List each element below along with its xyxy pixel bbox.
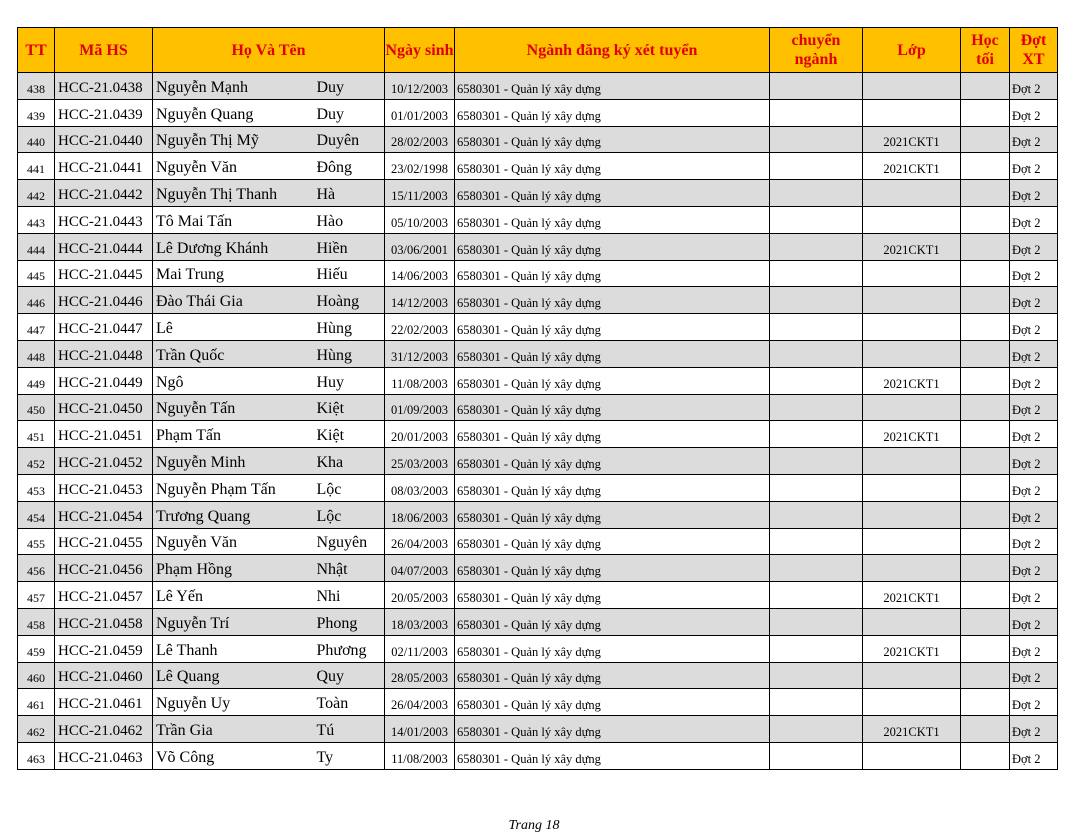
student-id-cell: HCC-21.0444 bbox=[55, 233, 153, 260]
birth-date-cell: 14/12/2003 bbox=[385, 287, 455, 314]
major-cell: 6580301 - Quản lý xây dựng bbox=[455, 314, 770, 341]
row-number-cell: 445 bbox=[18, 260, 55, 287]
row-number-cell: 456 bbox=[18, 555, 55, 582]
given-name-cell: Kiệt bbox=[315, 394, 385, 421]
transfer-major-cell bbox=[770, 180, 863, 207]
birth-date-cell: 01/01/2003 bbox=[385, 99, 455, 126]
birth-date-cell: 02/11/2003 bbox=[385, 635, 455, 662]
admission-round-cell: Đợt 2 bbox=[1010, 608, 1058, 635]
family-and-middle-name-cell: Đào Thái Gia bbox=[153, 287, 315, 314]
page-number: Trang 18 bbox=[508, 818, 560, 833]
student-id-cell: HCC-21.0448 bbox=[55, 340, 153, 367]
admission-round-cell: Đợt 2 bbox=[1010, 635, 1058, 662]
transfer-major-cell bbox=[770, 742, 863, 769]
evening-study-cell bbox=[961, 582, 1010, 609]
birth-date-cell: 08/03/2003 bbox=[385, 474, 455, 501]
given-name-cell: Hùng bbox=[315, 340, 385, 367]
admission-round-cell: Đợt 2 bbox=[1010, 340, 1058, 367]
transfer-major-cell bbox=[770, 260, 863, 287]
major-cell: 6580301 - Quản lý xây dựng bbox=[455, 206, 770, 233]
birth-date-cell: 01/09/2003 bbox=[385, 394, 455, 421]
class-code-cell bbox=[863, 260, 961, 287]
row-number-cell: 450 bbox=[18, 394, 55, 421]
class-code-cell: 2021CKT1 bbox=[863, 716, 961, 743]
table-row bbox=[18, 716, 1058, 743]
major-cell: 6580301 - Quản lý xây dựng bbox=[455, 501, 770, 528]
transfer-major-cell bbox=[770, 689, 863, 716]
table-row bbox=[18, 99, 1058, 126]
student-id-cell: HCC-21.0450 bbox=[55, 394, 153, 421]
family-and-middle-name-cell: Nguyễn Thị Mỹ bbox=[153, 126, 315, 153]
major-cell: 6580301 - Quản lý xây dựng bbox=[455, 662, 770, 689]
transfer-major-cell bbox=[770, 582, 863, 609]
header-lop: Lớp bbox=[863, 28, 961, 73]
table-row bbox=[18, 742, 1058, 769]
admission-round-cell: Đợt 2 bbox=[1010, 421, 1058, 448]
given-name-cell: Hoàng bbox=[315, 287, 385, 314]
row-number-cell: 449 bbox=[18, 367, 55, 394]
given-name-cell: Lộc bbox=[315, 474, 385, 501]
birth-date-cell: 22/02/2003 bbox=[385, 314, 455, 341]
row-number-cell: 454 bbox=[18, 501, 55, 528]
transfer-major-cell bbox=[770, 126, 863, 153]
table-row bbox=[18, 206, 1058, 233]
evening-study-cell bbox=[961, 99, 1010, 126]
student-id-cell: HCC-21.0451 bbox=[55, 421, 153, 448]
transfer-major-cell bbox=[770, 233, 863, 260]
given-name-cell: Ty bbox=[315, 742, 385, 769]
family-and-middle-name-cell: Tô Mai Tấn bbox=[153, 206, 315, 233]
student-id-cell: HCC-21.0449 bbox=[55, 367, 153, 394]
major-cell: 6580301 - Quản lý xây dựng bbox=[455, 126, 770, 153]
family-and-middle-name-cell: Nguyễn Thị Thanh bbox=[153, 180, 315, 207]
header-ho-va-ten: Họ Và Tên bbox=[153, 28, 385, 73]
transfer-major-cell bbox=[770, 340, 863, 367]
table-row bbox=[18, 608, 1058, 635]
family-and-middle-name-cell: Nguyễn Phạm Tấn bbox=[153, 474, 315, 501]
table-row bbox=[18, 287, 1058, 314]
table-row bbox=[18, 73, 1058, 100]
admission-round-cell: Đợt 2 bbox=[1010, 528, 1058, 555]
student-id-cell: HCC-21.0447 bbox=[55, 314, 153, 341]
student-id-cell: HCC-21.0460 bbox=[55, 662, 153, 689]
row-number-cell: 461 bbox=[18, 689, 55, 716]
class-code-cell bbox=[863, 206, 961, 233]
family-and-middle-name-cell: Phạm Hồng bbox=[153, 555, 315, 582]
row-number-cell: 458 bbox=[18, 608, 55, 635]
family-and-middle-name-cell: Nguyễn Mạnh bbox=[153, 73, 315, 100]
evening-study-cell bbox=[961, 206, 1010, 233]
transfer-major-cell bbox=[770, 608, 863, 635]
table-row bbox=[18, 582, 1058, 609]
family-and-middle-name-cell: Võ Công bbox=[153, 742, 315, 769]
admission-round-cell: Đợt 2 bbox=[1010, 180, 1058, 207]
major-cell: 6580301 - Quản lý xây dựng bbox=[455, 635, 770, 662]
family-and-middle-name-cell: Nguyễn Trí bbox=[153, 608, 315, 635]
row-number-cell: 441 bbox=[18, 153, 55, 180]
row-number-cell: 460 bbox=[18, 662, 55, 689]
table-row bbox=[18, 314, 1058, 341]
major-cell: 6580301 - Quản lý xây dựng bbox=[455, 742, 770, 769]
family-and-middle-name-cell: Mai Trung bbox=[153, 260, 315, 287]
birth-date-cell: 23/02/1998 bbox=[385, 153, 455, 180]
transfer-major-cell bbox=[770, 99, 863, 126]
table-row bbox=[18, 153, 1058, 180]
class-code-cell bbox=[863, 742, 961, 769]
given-name-cell: Phương bbox=[315, 635, 385, 662]
birth-date-cell: 11/08/2003 bbox=[385, 367, 455, 394]
given-name-cell: Hùng bbox=[315, 314, 385, 341]
class-code-cell: 2021CKT1 bbox=[863, 153, 961, 180]
admission-round-cell: Đợt 2 bbox=[1010, 474, 1058, 501]
table-row bbox=[18, 367, 1058, 394]
given-name-cell: Duyên bbox=[315, 126, 385, 153]
birth-date-cell: 14/01/2003 bbox=[385, 716, 455, 743]
admission-round-cell: Đợt 2 bbox=[1010, 716, 1058, 743]
row-number-cell: 452 bbox=[18, 448, 55, 475]
given-name-cell: Tú bbox=[315, 716, 385, 743]
header-nganh: Ngành đăng ký xét tuyển bbox=[455, 28, 770, 73]
table-row bbox=[18, 126, 1058, 153]
row-number-cell: 439 bbox=[18, 99, 55, 126]
major-cell: 6580301 - Quản lý xây dựng bbox=[455, 528, 770, 555]
row-number-cell: 448 bbox=[18, 340, 55, 367]
evening-study-cell bbox=[961, 394, 1010, 421]
family-and-middle-name-cell: Nguyễn Văn bbox=[153, 528, 315, 555]
transfer-major-cell bbox=[770, 662, 863, 689]
table-row bbox=[18, 340, 1058, 367]
admission-round-cell: Đợt 2 bbox=[1010, 233, 1058, 260]
evening-study-cell bbox=[961, 367, 1010, 394]
header-row bbox=[18, 28, 1058, 73]
table-row bbox=[18, 394, 1058, 421]
class-code-cell bbox=[863, 340, 961, 367]
roster-body bbox=[18, 73, 1058, 770]
admission-round-cell: Đợt 2 bbox=[1010, 394, 1058, 421]
header-tt: TT bbox=[18, 28, 55, 73]
given-name-cell: Duy bbox=[315, 99, 385, 126]
transfer-major-cell bbox=[770, 635, 863, 662]
table-row bbox=[18, 474, 1058, 501]
birth-date-cell: 11/08/2003 bbox=[385, 742, 455, 769]
evening-study-cell bbox=[961, 608, 1010, 635]
birth-date-cell: 26/04/2003 bbox=[385, 528, 455, 555]
table-row bbox=[18, 689, 1058, 716]
family-and-middle-name-cell: Nguyễn Uy bbox=[153, 689, 315, 716]
transfer-major-cell bbox=[770, 716, 863, 743]
table-row bbox=[18, 421, 1058, 448]
row-number-cell: 447 bbox=[18, 314, 55, 341]
transfer-major-cell bbox=[770, 73, 863, 100]
student-id-cell: HCC-21.0452 bbox=[55, 448, 153, 475]
given-name-cell: Hà bbox=[315, 180, 385, 207]
admission-round-cell: Đợt 2 bbox=[1010, 367, 1058, 394]
student-id-cell: HCC-21.0459 bbox=[55, 635, 153, 662]
header-hoc-toi: Học tối bbox=[961, 28, 1010, 73]
birth-date-cell: 31/12/2003 bbox=[385, 340, 455, 367]
evening-study-cell bbox=[961, 555, 1010, 582]
major-cell: 6580301 - Quản lý xây dựng bbox=[455, 716, 770, 743]
class-code-cell: 2021CKT1 bbox=[863, 421, 961, 448]
student-id-cell: HCC-21.0461 bbox=[55, 689, 153, 716]
header-ma-hs: Mã HS bbox=[55, 28, 153, 73]
admission-round-cell: Đợt 2 bbox=[1010, 73, 1058, 100]
student-id-cell: HCC-21.0445 bbox=[55, 260, 153, 287]
given-name-cell: Hào bbox=[315, 206, 385, 233]
class-code-cell bbox=[863, 73, 961, 100]
given-name-cell: Hiền bbox=[315, 233, 385, 260]
row-number-cell: 453 bbox=[18, 474, 55, 501]
student-id-cell: HCC-21.0456 bbox=[55, 555, 153, 582]
transfer-major-cell bbox=[770, 206, 863, 233]
evening-study-cell bbox=[961, 180, 1010, 207]
birth-date-cell: 14/06/2003 bbox=[385, 260, 455, 287]
transfer-major-cell bbox=[770, 528, 863, 555]
table-row bbox=[18, 528, 1058, 555]
evening-study-cell bbox=[961, 448, 1010, 475]
class-code-cell: 2021CKT1 bbox=[863, 635, 961, 662]
evening-study-cell bbox=[961, 340, 1010, 367]
evening-study-cell bbox=[961, 742, 1010, 769]
given-name-cell: Toàn bbox=[315, 689, 385, 716]
class-code-cell: 2021CKT1 bbox=[863, 233, 961, 260]
transfer-major-cell bbox=[770, 474, 863, 501]
admission-round-cell: Đợt 2 bbox=[1010, 314, 1058, 341]
given-name-cell: Nhi bbox=[315, 582, 385, 609]
table-row bbox=[18, 662, 1058, 689]
student-id-cell: HCC-21.0446 bbox=[55, 287, 153, 314]
row-number-cell: 440 bbox=[18, 126, 55, 153]
transfer-major-cell bbox=[770, 421, 863, 448]
student-id-cell: HCC-21.0442 bbox=[55, 180, 153, 207]
student-id-cell: HCC-21.0455 bbox=[55, 528, 153, 555]
major-cell: 6580301 - Quản lý xây dựng bbox=[455, 582, 770, 609]
transfer-major-cell bbox=[770, 153, 863, 180]
family-and-middle-name-cell: Phạm Tấn bbox=[153, 421, 315, 448]
student-id-cell: HCC-21.0457 bbox=[55, 582, 153, 609]
birth-date-cell: 28/02/2003 bbox=[385, 126, 455, 153]
admission-round-cell: Đợt 2 bbox=[1010, 287, 1058, 314]
major-cell: 6580301 - Quản lý xây dựng bbox=[455, 448, 770, 475]
student-id-cell: HCC-21.0458 bbox=[55, 608, 153, 635]
family-and-middle-name-cell: Trương Quang bbox=[153, 501, 315, 528]
table-row bbox=[18, 635, 1058, 662]
evening-study-cell bbox=[961, 314, 1010, 341]
major-cell: 6580301 - Quản lý xây dựng bbox=[455, 180, 770, 207]
major-cell: 6580301 - Quản lý xây dựng bbox=[455, 287, 770, 314]
family-and-middle-name-cell: Nguyễn Văn bbox=[153, 153, 315, 180]
admission-round-cell: Đợt 2 bbox=[1010, 501, 1058, 528]
transfer-major-cell bbox=[770, 314, 863, 341]
class-code-cell bbox=[863, 99, 961, 126]
major-cell: 6580301 - Quản lý xây dựng bbox=[455, 608, 770, 635]
class-code-cell bbox=[863, 528, 961, 555]
student-id-cell: HCC-21.0463 bbox=[55, 742, 153, 769]
student-id-cell: HCC-21.0443 bbox=[55, 206, 153, 233]
birth-date-cell: 20/01/2003 bbox=[385, 421, 455, 448]
admission-round-cell: Đợt 2 bbox=[1010, 689, 1058, 716]
class-code-cell bbox=[863, 180, 961, 207]
class-code-cell bbox=[863, 287, 961, 314]
header-chuyen-nganh: chuyển ngành bbox=[770, 28, 863, 73]
row-number-cell: 442 bbox=[18, 180, 55, 207]
student-id-cell: HCC-21.0441 bbox=[55, 153, 153, 180]
class-code-cell bbox=[863, 501, 961, 528]
given-name-cell: Hiếu bbox=[315, 260, 385, 287]
evening-study-cell bbox=[961, 260, 1010, 287]
table-row bbox=[18, 555, 1058, 582]
given-name-cell: Lộc bbox=[315, 501, 385, 528]
row-number-cell: 451 bbox=[18, 421, 55, 448]
birth-date-cell: 25/03/2003 bbox=[385, 448, 455, 475]
admission-round-cell: Đợt 2 bbox=[1010, 448, 1058, 475]
row-number-cell: 444 bbox=[18, 233, 55, 260]
given-name-cell: Phong bbox=[315, 608, 385, 635]
transfer-major-cell bbox=[770, 394, 863, 421]
row-number-cell: 443 bbox=[18, 206, 55, 233]
transfer-major-cell bbox=[770, 448, 863, 475]
birth-date-cell: 18/03/2003 bbox=[385, 608, 455, 635]
admission-round-cell: Đợt 2 bbox=[1010, 126, 1058, 153]
major-cell: 6580301 - Quản lý xây dựng bbox=[455, 73, 770, 100]
admission-round-cell: Đợt 2 bbox=[1010, 153, 1058, 180]
birth-date-cell: 15/11/2003 bbox=[385, 180, 455, 207]
given-name-cell: Kiệt bbox=[315, 421, 385, 448]
evening-study-cell bbox=[961, 421, 1010, 448]
major-cell: 6580301 - Quản lý xây dựng bbox=[455, 260, 770, 287]
student-id-cell: HCC-21.0453 bbox=[55, 474, 153, 501]
birth-date-cell: 18/06/2003 bbox=[385, 501, 455, 528]
class-code-cell bbox=[863, 662, 961, 689]
admission-round-cell: Đợt 2 bbox=[1010, 582, 1058, 609]
birth-date-cell: 04/07/2003 bbox=[385, 555, 455, 582]
birth-date-cell: 20/05/2003 bbox=[385, 582, 455, 609]
student-id-cell: HCC-21.0438 bbox=[55, 73, 153, 100]
header-dot-xt: Đợt XT bbox=[1010, 28, 1058, 73]
family-and-middle-name-cell: Lê Yến bbox=[153, 582, 315, 609]
evening-study-cell bbox=[961, 716, 1010, 743]
class-code-cell: 2021CKT1 bbox=[863, 126, 961, 153]
admission-round-cell: Đợt 2 bbox=[1010, 99, 1058, 126]
student-id-cell: HCC-21.0462 bbox=[55, 716, 153, 743]
class-code-cell bbox=[863, 608, 961, 635]
class-code-cell bbox=[863, 394, 961, 421]
row-number-cell: 463 bbox=[18, 742, 55, 769]
evening-study-cell bbox=[961, 474, 1010, 501]
transfer-major-cell bbox=[770, 287, 863, 314]
class-code-cell bbox=[863, 555, 961, 582]
given-name-cell: Huy bbox=[315, 367, 385, 394]
table-row bbox=[18, 448, 1058, 475]
family-and-middle-name-cell: Ngô bbox=[153, 367, 315, 394]
family-and-middle-name-cell: Lê Thanh bbox=[153, 635, 315, 662]
row-number-cell: 457 bbox=[18, 582, 55, 609]
family-and-middle-name-cell: Nguyễn Tấn bbox=[153, 394, 315, 421]
student-id-cell: HCC-21.0454 bbox=[55, 501, 153, 528]
row-number-cell: 462 bbox=[18, 716, 55, 743]
header-ngay-sinh: Ngày sinh bbox=[385, 28, 455, 73]
evening-study-cell bbox=[961, 501, 1010, 528]
birth-date-cell: 03/06/2001 bbox=[385, 233, 455, 260]
evening-study-cell bbox=[961, 635, 1010, 662]
class-code-cell: 2021CKT1 bbox=[863, 582, 961, 609]
evening-study-cell bbox=[961, 662, 1010, 689]
admission-round-cell: Đợt 2 bbox=[1010, 260, 1058, 287]
major-cell: 6580301 - Quản lý xây dựng bbox=[455, 555, 770, 582]
birth-date-cell: 26/04/2003 bbox=[385, 689, 455, 716]
student-id-cell: HCC-21.0440 bbox=[55, 126, 153, 153]
major-cell: 6580301 - Quản lý xây dựng bbox=[455, 421, 770, 448]
transfer-major-cell bbox=[770, 501, 863, 528]
major-cell: 6580301 - Quản lý xây dựng bbox=[455, 394, 770, 421]
admission-round-cell: Đợt 2 bbox=[1010, 555, 1058, 582]
given-name-cell: Nguyên bbox=[315, 528, 385, 555]
student-roster-table bbox=[17, 27, 1058, 770]
table-row bbox=[18, 501, 1058, 528]
family-and-middle-name-cell: Lê bbox=[153, 314, 315, 341]
student-id-cell: HCC-21.0439 bbox=[55, 99, 153, 126]
major-cell: 6580301 - Quản lý xây dựng bbox=[455, 153, 770, 180]
evening-study-cell bbox=[961, 73, 1010, 100]
birth-date-cell: 10/12/2003 bbox=[385, 73, 455, 100]
table-row bbox=[18, 260, 1058, 287]
row-number-cell: 459 bbox=[18, 635, 55, 662]
major-cell: 6580301 - Quản lý xây dựng bbox=[455, 340, 770, 367]
class-code-cell bbox=[863, 474, 961, 501]
family-and-middle-name-cell: Nguyễn Quang bbox=[153, 99, 315, 126]
admission-round-cell: Đợt 2 bbox=[1010, 662, 1058, 689]
given-name-cell: Đông bbox=[315, 153, 385, 180]
class-code-cell bbox=[863, 314, 961, 341]
birth-date-cell: 05/10/2003 bbox=[385, 206, 455, 233]
family-and-middle-name-cell: Trần Quốc bbox=[153, 340, 315, 367]
family-and-middle-name-cell: Lê Dương Khánh bbox=[153, 233, 315, 260]
evening-study-cell bbox=[961, 287, 1010, 314]
major-cell: 6580301 - Quản lý xây dựng bbox=[455, 474, 770, 501]
admission-round-cell: Đợt 2 bbox=[1010, 742, 1058, 769]
evening-study-cell bbox=[961, 126, 1010, 153]
admission-round-cell: Đợt 2 bbox=[1010, 206, 1058, 233]
family-and-middle-name-cell: Nguyễn Minh bbox=[153, 448, 315, 475]
given-name-cell: Duy bbox=[315, 73, 385, 100]
family-and-middle-name-cell: Lê Quang bbox=[153, 662, 315, 689]
major-cell: 6580301 - Quản lý xây dựng bbox=[455, 689, 770, 716]
row-number-cell: 455 bbox=[18, 528, 55, 555]
birth-date-cell: 28/05/2003 bbox=[385, 662, 455, 689]
class-code-cell: 2021CKT1 bbox=[863, 367, 961, 394]
given-name-cell: Nhật bbox=[315, 555, 385, 582]
table-row bbox=[18, 180, 1058, 207]
given-name-cell: Kha bbox=[315, 448, 385, 475]
major-cell: 6580301 - Quản lý xây dựng bbox=[455, 99, 770, 126]
evening-study-cell bbox=[961, 689, 1010, 716]
table-row bbox=[18, 233, 1058, 260]
class-code-cell bbox=[863, 689, 961, 716]
transfer-major-cell bbox=[770, 555, 863, 582]
major-cell: 6580301 - Quản lý xây dựng bbox=[455, 233, 770, 260]
evening-study-cell bbox=[961, 153, 1010, 180]
major-cell: 6580301 - Quản lý xây dựng bbox=[455, 367, 770, 394]
family-and-middle-name-cell: Trần Gia bbox=[153, 716, 315, 743]
row-number-cell: 446 bbox=[18, 287, 55, 314]
given-name-cell: Quy bbox=[315, 662, 385, 689]
class-code-cell bbox=[863, 448, 961, 475]
evening-study-cell bbox=[961, 528, 1010, 555]
transfer-major-cell bbox=[770, 367, 863, 394]
row-number-cell: 438 bbox=[18, 73, 55, 100]
evening-study-cell bbox=[961, 233, 1010, 260]
